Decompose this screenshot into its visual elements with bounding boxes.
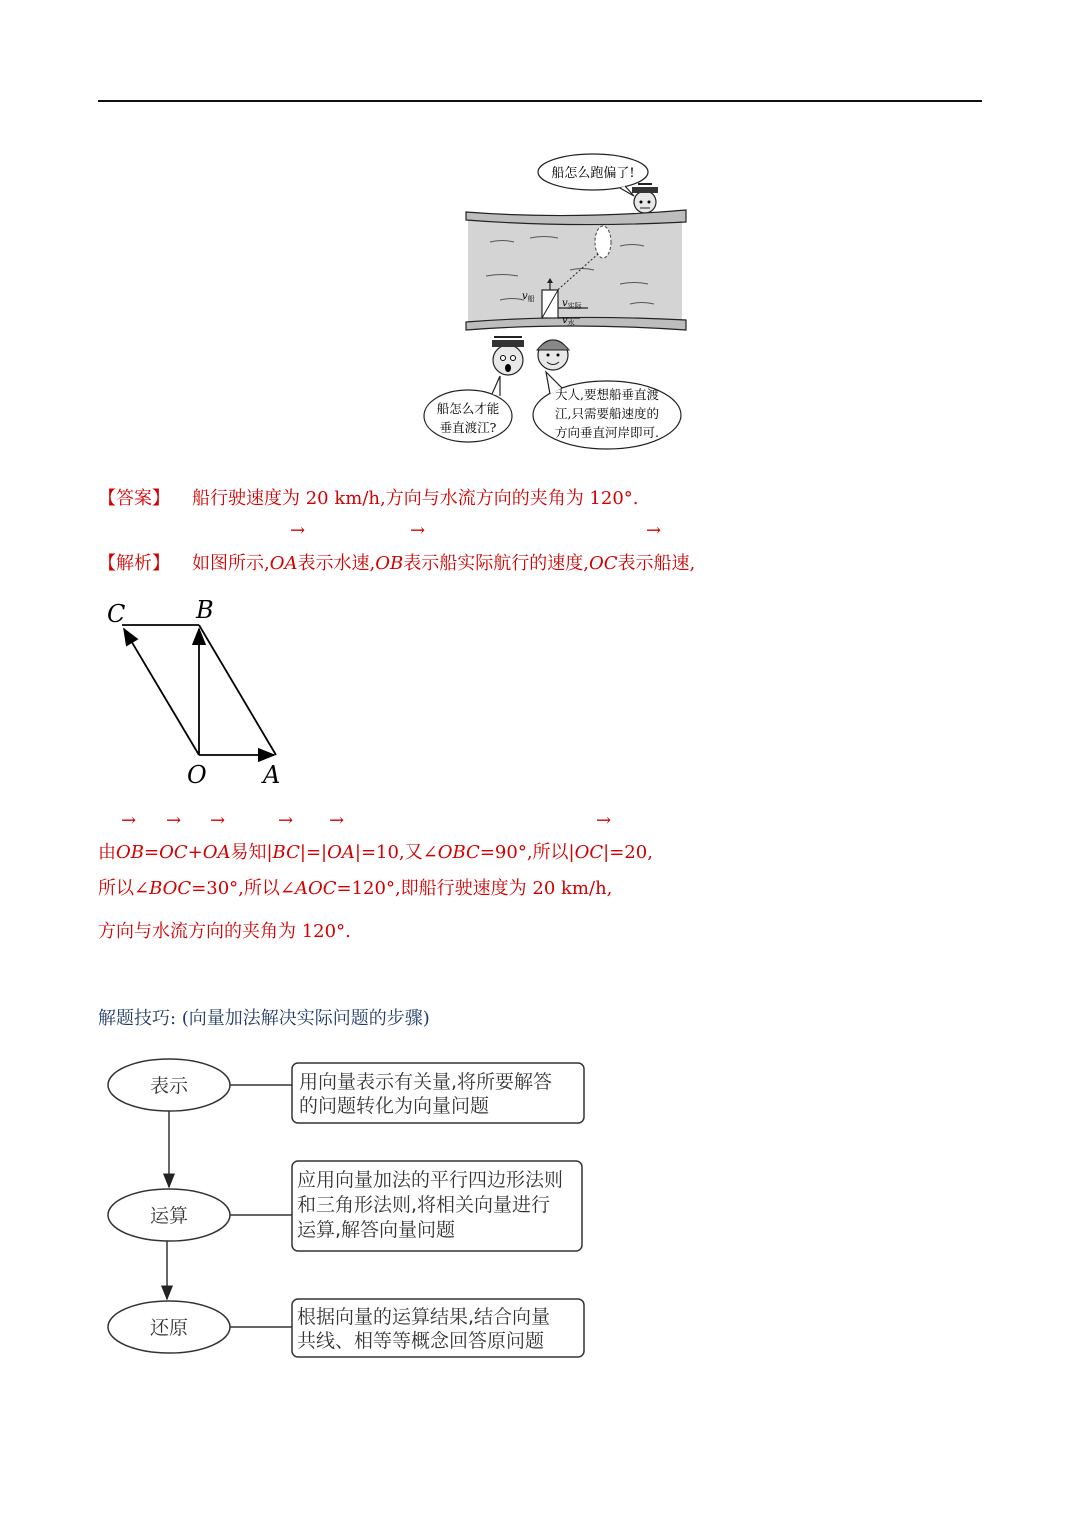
vector-oc: OC: [588, 553, 618, 574]
river-bank-bottom: [466, 317, 686, 330]
label-b: B: [196, 596, 214, 624]
top-bubble-text: 船怎么跑偏了!: [551, 166, 635, 181]
step-1-line-2: 的问题转化为向量问题: [299, 1095, 490, 1117]
official-head-left-icon: [492, 337, 524, 375]
arrow-bc: →: [278, 810, 294, 831]
v-boat-label: $v_船$: [522, 291, 535, 303]
analysis-text-2: 表示水速,: [297, 553, 376, 574]
official-head-top-icon: [632, 184, 658, 213]
answer-line: [98, 484, 639, 510]
right-bubble-line-1: 大人,要想船垂直渡: [555, 387, 659, 402]
step-2-line-3: 运算,解答向量问题: [297, 1219, 456, 1241]
flowchart: [100, 1055, 600, 1365]
river-bank-top: [466, 210, 686, 225]
label-a: A: [263, 761, 281, 789]
vector-arrow-oa: →: [290, 520, 306, 541]
analysis-tag: 【解析】: [98, 553, 170, 574]
arrow-oc-2: →: [596, 810, 612, 831]
v-actual-label: $v_{实际}$: [562, 298, 582, 310]
boat-icon: [542, 290, 558, 318]
answer-text: 船行驶速度为 20 km/h,方向与水流方向的夹角为 120°.: [192, 488, 639, 509]
left-bubble-line-2: 垂直渡江?: [439, 420, 497, 435]
header-rule: [98, 100, 982, 102]
analysis-text-3: 表示船实际航行的速度,: [403, 553, 589, 574]
tips-title: 解题技巧: (向量加法解决实际问题的步骤): [98, 1008, 430, 1029]
step-1-line-1: 用向量表示有关量,将所要解答: [299, 1071, 553, 1093]
answer-tag: 【答案】: [98, 488, 170, 509]
vector-oc-arrow: [124, 629, 199, 755]
left-bubble-line-1: 船怎么才能: [436, 401, 500, 416]
river-crossing-illustration: [420, 150, 690, 460]
derivation-line-1: 由OB=OC+OA易知|BC|=|OA|=10,又∠OBC=90°,所以|OC|=20,: [98, 842, 653, 863]
v-water-label: $v_水$: [562, 315, 575, 327]
analysis-line: [98, 549, 695, 575]
vector-oa: OA: [269, 553, 298, 574]
step-2-line-2: 和三角形法则,将相关向量进行: [297, 1194, 551, 1216]
arrow-oa-2: →: [329, 810, 345, 831]
arrow-ob: →: [121, 810, 137, 831]
step-3-line-2: 共线、相等等概念回答原问题: [297, 1330, 545, 1352]
parallelogram-diagram: [98, 596, 298, 792]
analysis-text-1: 如图所示,: [192, 553, 270, 574]
right-bubble-line-3: 方向垂直河岸即可.: [555, 425, 659, 440]
arrow-oc: →: [166, 810, 182, 831]
boat-drift-target: [595, 226, 611, 258]
right-bubble-line-2: 江,只需要船速度的: [555, 406, 659, 421]
vector-ob: OB: [375, 553, 404, 574]
segment-ba: [199, 625, 276, 755]
step-label-3: 还原: [149, 1317, 189, 1339]
vector-arrow-oc: →: [646, 520, 662, 541]
arrow-oa: →: [210, 810, 226, 831]
analysis-text-4: 表示船速,: [617, 553, 696, 574]
servant-head-icon: [537, 340, 569, 370]
step-2-line-1: 应用向量加法的平行四边形法则: [297, 1169, 564, 1191]
label-c: C: [107, 600, 126, 628]
derivation-line-3: 方向与水流方向的夹角为 120°.: [98, 921, 351, 942]
step-3-line-1: 根据向量的运算结果,结合向量: [297, 1306, 551, 1328]
step-label-2: 运算: [149, 1205, 189, 1227]
vector-arrow-ob: →: [410, 520, 426, 541]
derivation-line-2: 所以∠BOC=30°,所以∠AOC=120°,即船行驶速度为 20 km/h,: [98, 878, 613, 899]
label-o: O: [187, 761, 207, 789]
step-label-1: 表示: [149, 1075, 189, 1097]
